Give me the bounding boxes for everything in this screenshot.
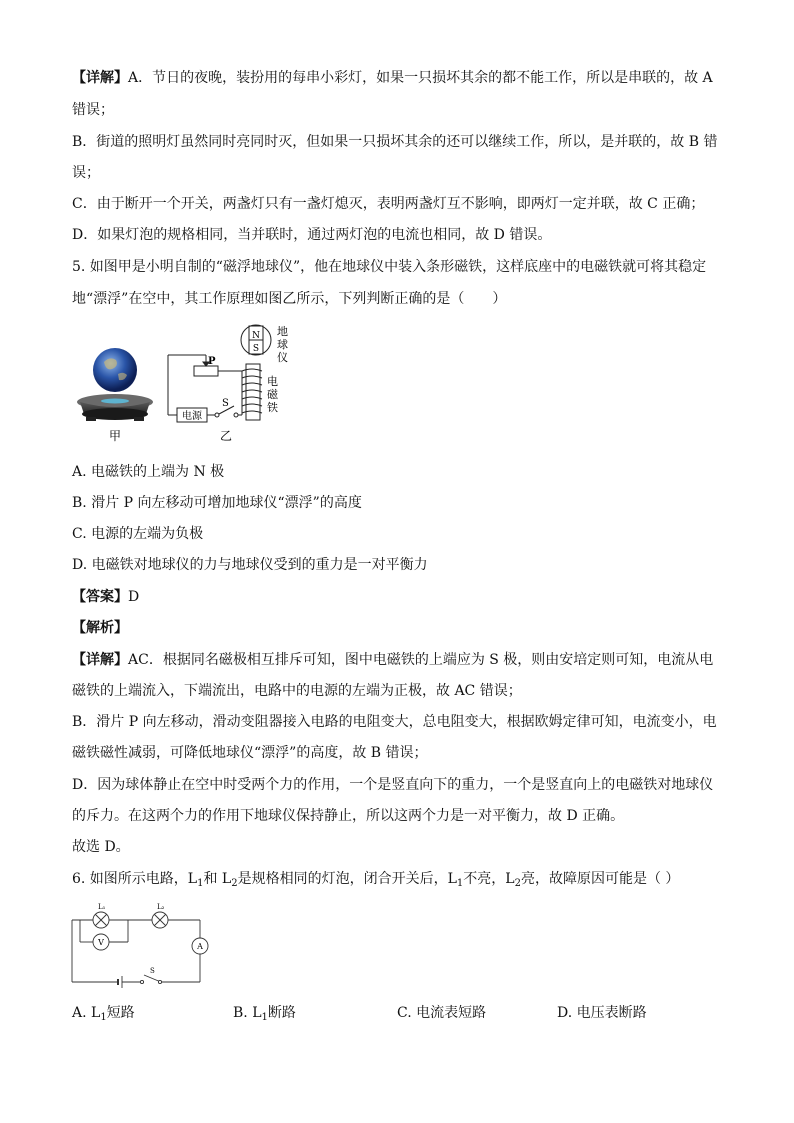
coil-label-1: 电 <box>267 375 278 388</box>
label-yi: 乙 <box>219 429 233 443</box>
q4-detail-line-5: C．由于断开一个开关，两盏灯只有一盏灯熄灭，表明两盏灯互不影响，即两灯一定并联，故 C 正确； <box>72 196 705 212</box>
q5-detail-line-5: D．因为球体静止在空中时受两个力的作用，一个是竖直向下的重力，一个是竖直向上的电磁铁对地球仪 <box>72 777 714 793</box>
label-jia: 甲 <box>108 429 122 443</box>
q5-option-c: C. 电源的左端为负极 <box>72 526 204 542</box>
q6-circuit-diagram <box>68 898 218 990</box>
q4-detail-line-1: 【详解】A．节日的夜晚，装扮用的每串小彩灯，如果一只损坏其余的都不能工作，所以是串联的，故 A <box>72 70 713 86</box>
q5-detail-line-7: 故选 D。 <box>72 839 130 855</box>
q6-stem: 6. 如图所示电路，$L_1$和 $L_2$是规格相同的灯泡，闭合开关后，$L_1$不亮，$L_2$亮，故障原因可能是（ ） <box>72 871 680 889</box>
globe-label-2: 球 <box>277 338 288 351</box>
l1-label: L₁ <box>98 903 106 911</box>
q5-answer: 【答案】D <box>72 589 140 605</box>
globe-label-3: 仪 <box>277 351 288 364</box>
q5-stem-line-1: 5. 如图甲是小明自制的“磁浮地球仪”，他在地球仪中装入条形磁铁，这样底座中的电磁铁就可将其稳定 <box>72 259 707 275</box>
q5-detail-line-3: B．滑片 P 向左移动，滑动变阻器接入电路的电阻变大，总电阻变大，根据欧姆定律可知，电流变小，电 <box>72 714 717 730</box>
q4-detail-line-2: 错误； <box>72 102 114 118</box>
levitating-globe-image <box>77 348 153 421</box>
switch-s-label: S <box>222 398 229 409</box>
q5-detail-line-4: 磁铁磁性减弱，可降低地球仪“漂浮”的高度，故 B 错误； <box>72 745 428 761</box>
coil-label-3: 铁 <box>267 401 278 414</box>
q5-stem-line-2: 地“漂浮”在空中，其工作原理如图乙所示，下列判断正确的是（ ） <box>72 291 507 307</box>
q4-detail-line-3: B．街道的照明灯虽然同时亮同时灭，但如果一只损坏其余的还可以继续工作，所以，是并联的，故 B 错 <box>72 134 718 150</box>
q5-option-b: B. 滑片 P 向左移动可增加地球仪“漂浮”的高度 <box>72 495 362 511</box>
q5-detail-line-6: 的斥力。在这两个力的作用下地球仪保持静止，所以这两个力是一对平衡力，故 D 正确。 <box>72 808 625 824</box>
coil-label-2: 磁 <box>267 388 278 401</box>
q6-option-d: D. 电压表断路 <box>557 1005 647 1021</box>
ammeter-label: A <box>197 942 203 951</box>
q6-option-a: A. $L_1$短路 <box>72 1005 135 1023</box>
power-source-label: 电源 <box>182 411 202 422</box>
magnet-n-label: N <box>252 331 260 341</box>
q4-detail-line-4: 误； <box>72 165 100 181</box>
q6-option-b: B. $L_1$断路 <box>233 1005 296 1023</box>
detail-tag: 【详解】 <box>72 70 128 86</box>
q5-option-a: A. 电磁铁的上端为 N 极 <box>72 464 225 480</box>
q4-detail-line-6: D．如果灯泡的规格相同，当并联时，通过两灯泡的电流也相同，故 D 错误。 <box>72 227 552 243</box>
q5-option-d: D. 电磁铁对地球仪的力与地球仪受到的重力是一对平衡力 <box>72 557 428 573</box>
slider-p-label: P <box>208 356 216 367</box>
q6-option-c: C. 电流表短路 <box>397 1005 487 1021</box>
globe-label-1: 地 <box>277 325 288 338</box>
q5-detail-line-1: 【详解】AC．根据同名磁极相互排斥可知，图中电磁铁的上端应为 S 极，则由安培定则可知，电流从电 <box>72 652 714 668</box>
switch-label: S <box>150 967 155 975</box>
l2-label: L₂ <box>157 903 165 911</box>
q5-analysis-tag: 【解析】 <box>72 620 128 636</box>
voltmeter-label: V <box>98 938 104 947</box>
q5-figure <box>70 318 310 448</box>
magnet-s-label: S <box>252 344 260 354</box>
q5-detail-line-2: 磁铁的上端流入，下端流出，电路中的电源的左端为正极，故 AC 错误； <box>72 683 522 699</box>
